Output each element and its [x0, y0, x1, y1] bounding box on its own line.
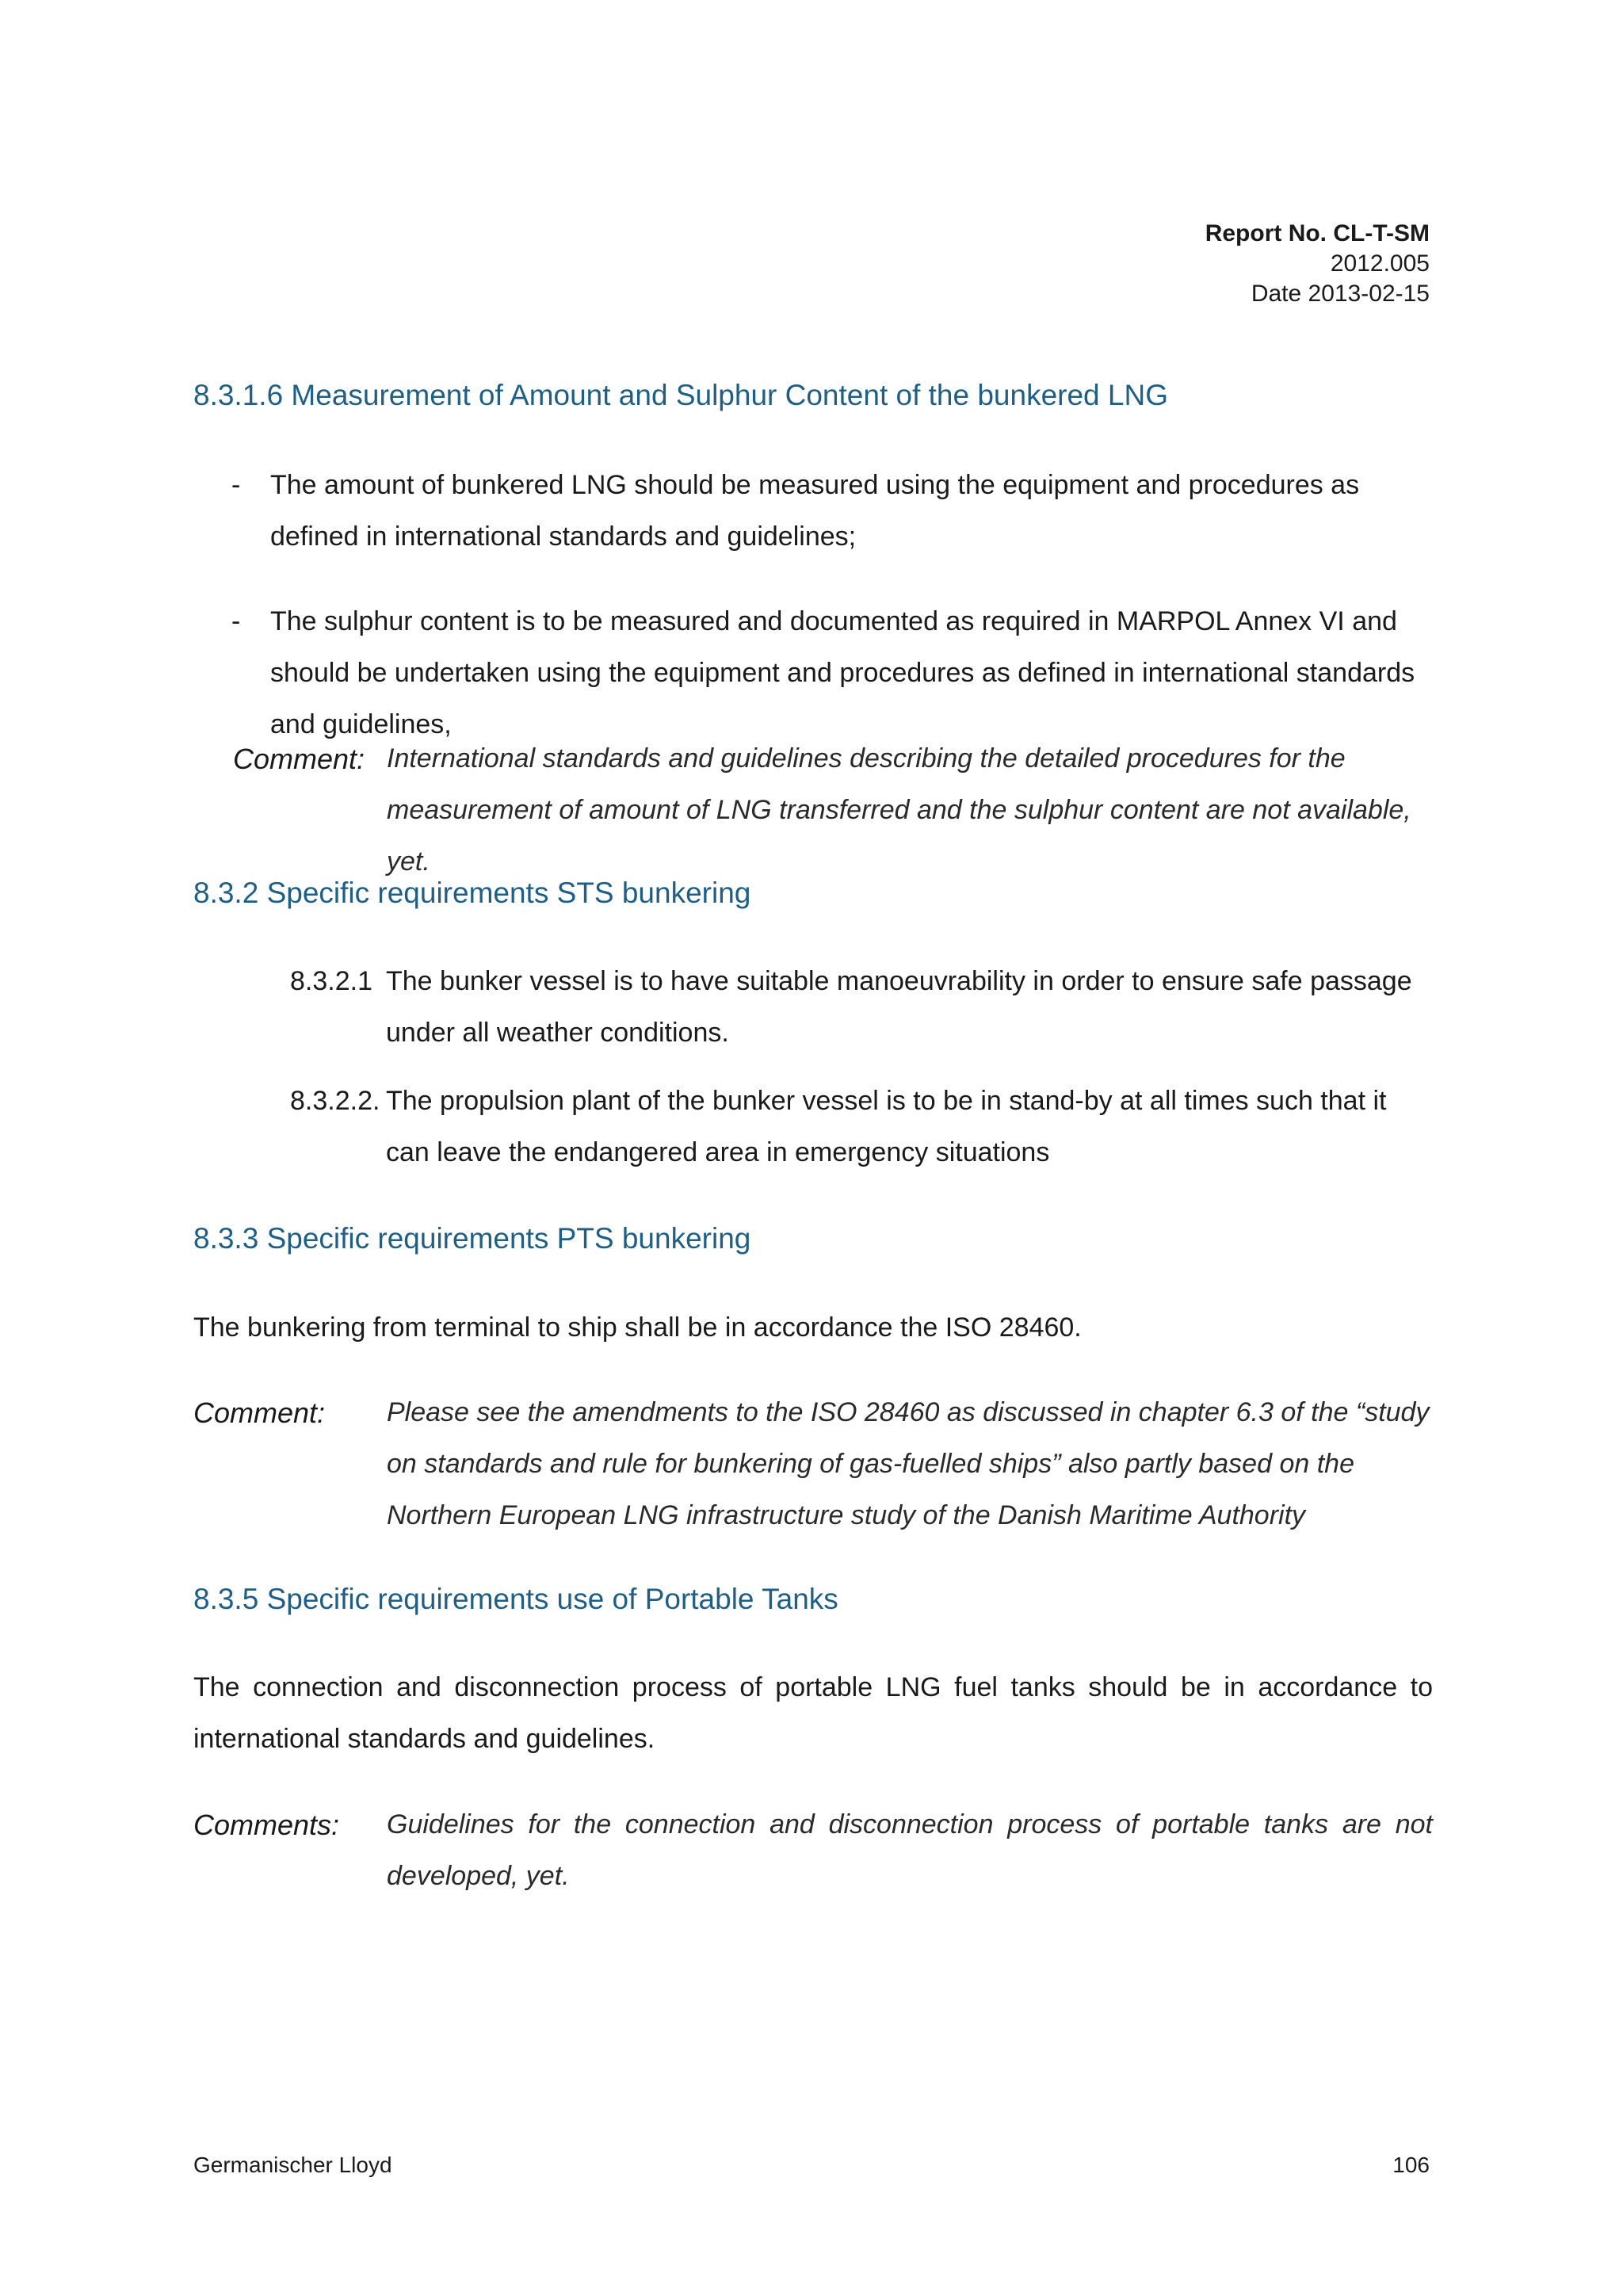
- section-heading-8316: 8.3.1.6 Measurement of Amount and Sulphur Content of the bunkered LNG: [193, 379, 1168, 411]
- list-item: The bunker vessel is to have suitable manoeuvrability in order to ensure safe passage under all weather conditions.: [386, 966, 1412, 1048]
- report-date: Date 2013-02-15: [1251, 281, 1430, 307]
- section-paragraph: The bunkering from terminal to ship shall be in accordance the ISO 28460.: [193, 1312, 1082, 1343]
- report-header: [1205, 219, 1430, 309]
- section-heading-832: 8.3.2 Specific requirements STS bunkering: [193, 877, 751, 909]
- comment-text: Guidelines for the connection and disconnection process of portable tanks are not developed, yet.: [387, 1809, 1433, 1891]
- bullet-marker: -: [231, 470, 241, 500]
- comment-label: Comments:: [193, 1809, 340, 1841]
- report-number: Report No. CL-T-SM: [1205, 220, 1430, 246]
- section-heading-835: 8.3.5 Specific requirements use of Portable Tanks: [193, 1583, 838, 1615]
- comment-text: International standards and guidelines describing the detailed procedures for the measurement of amount of LNG transferred and the sulphur content are not available, yet.: [387, 743, 1411, 877]
- comment-label: Comment:: [233, 743, 365, 775]
- report-number-suffix: 2012.005: [1330, 250, 1430, 277]
- comment-text: Please see the amendments to the ISO 28460 as discussed in chapter 6.3 of the “study on standards and rule for bunkering of gas-fuelled ships” also partly based on the Northern European LNG infrastructure study of the Danish Maritime Authority: [387, 1397, 1430, 1530]
- footer-page-number: 106: [1392, 2153, 1430, 2177]
- bullet-item: The sulphur content is to be measured and documented as required in MARPOL Annex VI and should be undertaken using the equipment and procedures as defined in international standards and guidelines,: [270, 606, 1415, 739]
- comment-label: Comment:: [193, 1396, 326, 1429]
- section-heading-833: 8.3.3 Specific requirements PTS bunkering: [193, 1222, 751, 1255]
- footer-organization: Germanischer Lloyd: [193, 2153, 392, 2177]
- bullet-item: The amount of bunkered LNG should be measured using the equipment and procedures as defined in international standards and guidelines;: [270, 470, 1360, 552]
- list-item: The propulsion plant of the bunker vessel is to be in stand-by at all times such that it can leave the endangered area in emergency situations: [386, 1086, 1387, 1167]
- item-number: 8.3.2.1: [290, 966, 372, 996]
- bullet-marker: -: [231, 606, 241, 636]
- item-number: 8.3.2.2.: [290, 1086, 380, 1116]
- section-paragraph: The connection and disconnection process of portable LNG fuel tanks should be in accordance to international standards and guidelines.: [193, 1672, 1433, 1754]
